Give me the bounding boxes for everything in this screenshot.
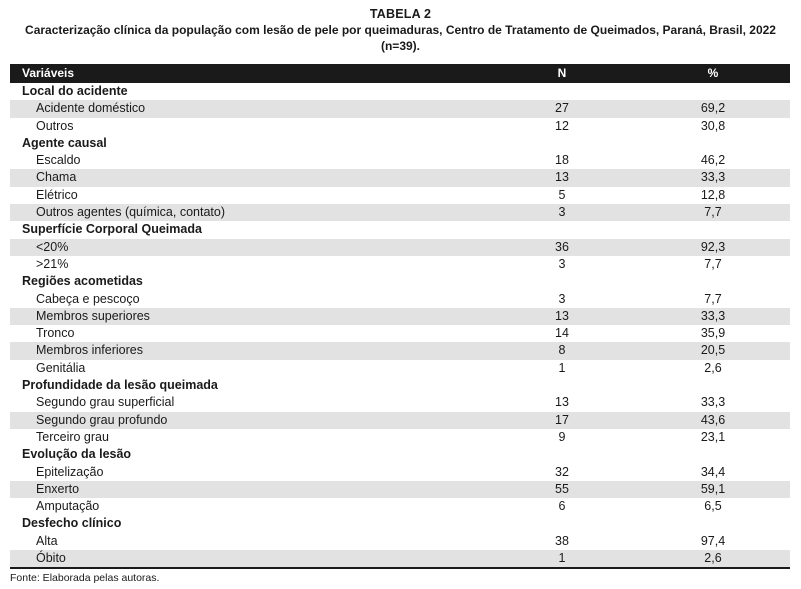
cell-percent: 33,3 [700,170,726,185]
cell-n: 8 [558,343,566,358]
cell-percent: 30,8 [700,118,726,133]
cell-percent: 69,2 [700,101,726,116]
cell-variable: <20% [36,239,69,254]
cell-variable: Alta [36,533,58,548]
table-caption [0,6,801,54]
table-row [10,498,790,515]
table-title: Caracterização clínica da população com lesão de pele por queimaduras, Centro de Tratamento de Queimados, Paraná, Brasil, 2022 (n=39). [25,23,776,53]
table-row [10,308,790,325]
cell-variable: Agente causal [22,135,107,150]
cell-n: 9 [558,429,566,444]
cell-percent: 12,8 [700,187,726,202]
section-header-row [10,135,790,152]
section-header-row [10,273,790,290]
table-bottom-rule [10,567,790,569]
cell-percent: 20,5 [700,343,726,358]
table-row [10,291,790,308]
cell-variable: Local do acidente [22,84,128,98]
cell-variable: Genitália [36,360,86,375]
table-row [10,118,790,135]
cell-variable: Escaldo [36,153,81,168]
section-header-row [10,377,790,394]
cell-percent: 23,1 [700,429,726,444]
table-row [10,360,790,377]
table-row [10,481,790,498]
cell-variable: Enxerto [36,481,80,496]
cell-n: 1 [558,551,566,566]
cell-n: 27 [555,101,569,116]
cell-n: 6 [558,499,566,514]
cell-variable: Tronco [36,326,75,341]
table-header-row [10,64,790,83]
table-row [10,464,790,481]
cell-percent: 7,7 [704,291,722,306]
cell-percent: 34,4 [700,464,726,479]
source-note: Fonte: Elaborada pelas autoras. [10,572,160,584]
cell-variable: Outros [36,118,74,133]
section-header-row [10,221,790,238]
cell-n: 5 [558,187,566,202]
table-row [10,152,790,169]
cell-variable: Superfície Corporal Queimada [22,222,202,237]
cell-n: 13 [555,308,569,323]
cell-variable: Segundo grau superficial [36,395,175,410]
cell-variable: Terceiro grau [36,429,109,444]
cell-variable: Cabeça e pescoço [36,291,140,306]
table-row [10,204,790,221]
header-percent: % [707,66,719,80]
cell-percent: 43,6 [700,412,726,427]
cell-percent: 97,4 [700,533,726,548]
cell-n: 3 [558,256,566,271]
cell-percent: 92,3 [700,239,726,254]
cell-n: 1 [558,360,566,375]
cell-n: 18 [555,153,569,168]
cell-variable: Membros inferiores [36,343,143,358]
table-row [10,533,790,550]
cell-n: 36 [555,239,569,254]
table-row [10,256,790,273]
cell-percent: 33,3 [700,395,726,410]
cell-n: 13 [555,395,569,410]
cell-n: 17 [555,412,569,427]
cell-variable: Outros agentes (química, contato) [36,205,225,220]
cell-variable: Elétrico [36,187,78,202]
cell-n: 12 [555,118,569,133]
cell-n: 3 [558,205,566,220]
table-row [10,239,790,256]
cell-percent: 7,7 [704,205,722,220]
cell-percent: 7,7 [704,256,722,271]
cell-variable: Desfecho clínico [22,516,122,531]
table-body [10,83,790,567]
section-header-row [10,515,790,532]
cell-n: 14 [555,326,569,341]
cell-n: 3 [558,291,566,306]
header-variaveis: Variáveis [22,66,75,80]
cell-variable: Chama [36,170,77,185]
table-row [10,412,790,429]
header-n: N [557,66,567,80]
cell-n: 13 [555,170,569,185]
cell-percent: 59,1 [700,481,726,496]
table-row [10,187,790,204]
table-row [10,100,790,117]
cell-percent: 35,9 [700,326,726,341]
cell-percent: 6,5 [704,499,722,514]
cell-n: 32 [555,464,569,479]
table-row [10,550,790,567]
section-header-row [10,446,790,463]
cell-variable: Epitelização [36,464,104,479]
data-table [10,64,790,569]
cell-variable: Evolução da lesão [22,447,132,462]
table-row [10,394,790,411]
cell-percent: 46,2 [700,153,726,168]
table-row [10,429,790,446]
cell-variable: Acidente doméstico [36,101,146,116]
table-row [10,169,790,186]
cell-variable: Membros superiores [36,308,150,323]
table-row [10,342,790,359]
table-row [10,325,790,342]
cell-variable: Óbito [36,551,66,566]
cell-n: 38 [555,533,569,548]
section-header-row [10,83,790,100]
cell-variable: Amputação [36,499,100,514]
cell-variable: >21% [36,256,69,271]
cell-variable: Segundo grau profundo [36,412,168,427]
cell-percent: 2,6 [704,360,722,375]
cell-variable: Profundidade da lesão queimada [22,378,218,393]
cell-n: 55 [555,481,569,496]
cell-percent: 33,3 [700,308,726,323]
cell-percent: 2,6 [704,551,722,566]
cell-variable: Regiões acometidas [22,274,143,289]
table-label: TABELA 2 [369,7,432,21]
